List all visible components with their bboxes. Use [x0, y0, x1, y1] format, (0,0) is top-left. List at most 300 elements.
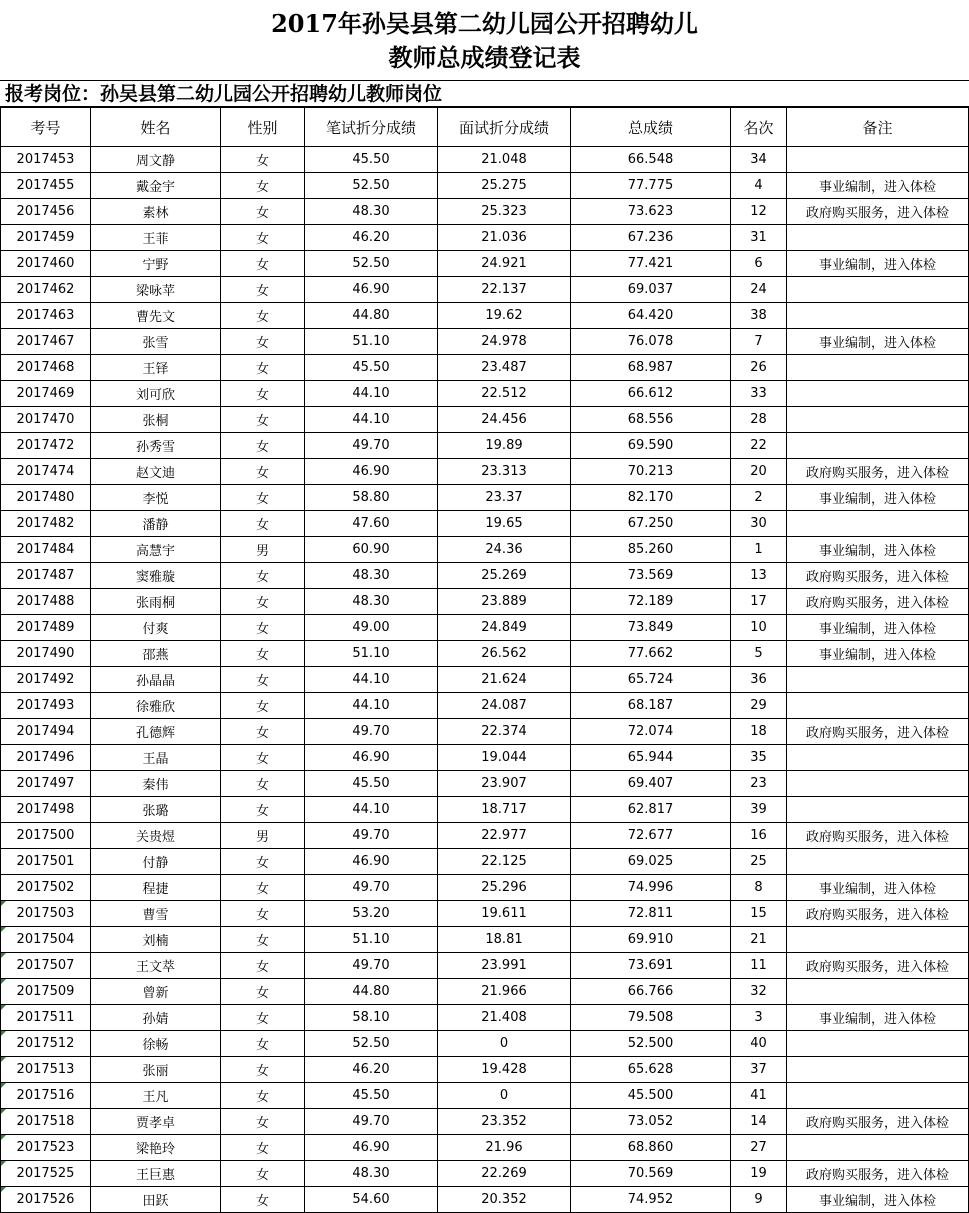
rank-cell: 8	[731, 875, 787, 901]
exam-id-text: 2017459	[16, 230, 75, 245]
total-score-cell: 69.910	[571, 927, 731, 953]
rank-cell: 19	[731, 1161, 787, 1187]
total-score-cell: 76.078	[571, 329, 731, 355]
name-cell: 李悦	[91, 485, 221, 511]
interview-score-cell: 24.087	[438, 693, 571, 719]
table-row	[1, 745, 969, 771]
sex-cell: 女	[221, 563, 305, 589]
sex-cell: 女	[221, 1005, 305, 1031]
total-score-cell: 73.052	[571, 1109, 731, 1135]
note-cell	[787, 849, 969, 875]
table-row	[1, 407, 969, 433]
name-cell: 张雨桐	[91, 589, 221, 615]
cell-comment-marker-icon	[1, 901, 6, 906]
name-cell: 徐畅	[91, 1031, 221, 1057]
note-cell: 政府购买服务，进入体检	[787, 589, 969, 615]
exam-id-cell	[1, 641, 91, 667]
exam-id-text: 2017503	[16, 906, 75, 921]
exam-id-text: 2017523	[16, 1140, 75, 1155]
table-row	[1, 1135, 969, 1161]
sex-cell: 女	[221, 745, 305, 771]
rank-cell: 31	[731, 225, 787, 251]
exam-id-text: 2017497	[16, 776, 75, 791]
interview-score-cell: 18.81	[438, 927, 571, 953]
exam-id-text: 2017474	[16, 464, 75, 479]
interview-score-cell: 0	[438, 1083, 571, 1109]
sex-cell: 女	[221, 277, 305, 303]
sex-cell: 女	[221, 771, 305, 797]
interview-score-cell: 24.36	[438, 537, 571, 563]
name-cell: 程捷	[91, 875, 221, 901]
rank-cell: 3	[731, 1005, 787, 1031]
exam-id-cell	[1, 277, 91, 303]
name-cell: 贾孝卓	[91, 1109, 221, 1135]
exam-id-text: 2017487	[16, 568, 75, 583]
exam-id-text: 2017492	[16, 672, 75, 687]
interview-score-cell: 24.978	[438, 329, 571, 355]
sex-cell: 女	[221, 797, 305, 823]
table-row	[1, 797, 969, 823]
total-score-cell: 74.996	[571, 875, 731, 901]
written-score-cell: 52.50	[305, 173, 438, 199]
written-score-cell: 48.30	[305, 199, 438, 225]
sex-cell: 女	[221, 199, 305, 225]
note-cell: 事业编制，进入体检	[787, 485, 969, 511]
sex-cell: 女	[221, 1083, 305, 1109]
exam-id-cell	[1, 563, 91, 589]
rank-cell: 16	[731, 823, 787, 849]
sex-cell: 女	[221, 1135, 305, 1161]
sex-cell: 女	[221, 953, 305, 979]
total-score-cell: 67.250	[571, 511, 731, 537]
interview-score-cell: 23.487	[438, 355, 571, 381]
rank-cell: 29	[731, 693, 787, 719]
written-score-cell: 51.10	[305, 927, 438, 953]
sex-cell: 女	[221, 589, 305, 615]
sex-cell: 女	[221, 927, 305, 953]
name-cell: 付爽	[91, 615, 221, 641]
sex-cell: 女	[221, 641, 305, 667]
exam-id-text: 2017507	[16, 958, 75, 973]
name-cell: 曾新	[91, 979, 221, 1005]
interview-score-cell: 22.125	[438, 849, 571, 875]
rank-cell: 1	[731, 537, 787, 563]
exam-id-cell	[1, 1135, 91, 1161]
exam-id-text: 2017512	[16, 1036, 75, 1051]
sex-cell: 女	[221, 667, 305, 693]
table-row	[1, 927, 969, 953]
exam-id-cell	[1, 1005, 91, 1031]
table-row	[1, 979, 969, 1005]
total-score-cell: 69.407	[571, 771, 731, 797]
exam-id-text: 2017462	[16, 282, 75, 297]
rank-cell: 22	[731, 433, 787, 459]
interview-score-cell: 22.269	[438, 1161, 571, 1187]
note-cell	[787, 303, 969, 329]
written-score-cell: 46.90	[305, 745, 438, 771]
written-score-cell: 44.10	[305, 407, 438, 433]
note-cell	[787, 433, 969, 459]
rank-cell: 5	[731, 641, 787, 667]
written-score-cell: 49.00	[305, 615, 438, 641]
interview-score-cell: 0	[438, 1031, 571, 1057]
sex-cell: 女	[221, 225, 305, 251]
written-score-cell: 46.90	[305, 277, 438, 303]
cell-comment-marker-icon	[1, 1057, 6, 1062]
sex-cell: 女	[221, 511, 305, 537]
name-cell: 宁野	[91, 251, 221, 277]
exam-id-cell	[1, 1161, 91, 1187]
interview-score-cell: 22.374	[438, 719, 571, 745]
name-cell: 付静	[91, 849, 221, 875]
exam-id-cell	[1, 823, 91, 849]
sex-cell: 女	[221, 485, 305, 511]
exam-id-cell	[1, 849, 91, 875]
table-row	[1, 563, 969, 589]
document-title	[0, 0, 969, 81]
sex-cell: 女	[221, 901, 305, 927]
interview-score-cell: 25.323	[438, 199, 571, 225]
name-cell: 张璐	[91, 797, 221, 823]
written-score-cell: 45.50	[305, 771, 438, 797]
table-row	[1, 693, 969, 719]
sex-cell: 女	[221, 355, 305, 381]
exam-id-cell	[1, 329, 91, 355]
written-score-cell: 49.70	[305, 823, 438, 849]
table-row	[1, 511, 969, 537]
exam-id-cell	[1, 199, 91, 225]
interview-score-cell: 21.96	[438, 1135, 571, 1161]
rank-cell: 20	[731, 459, 787, 485]
rank-cell: 28	[731, 407, 787, 433]
total-score-cell: 77.775	[571, 173, 731, 199]
name-cell: 关贵煜	[91, 823, 221, 849]
written-score-cell: 54.60	[305, 1187, 438, 1213]
exam-id-cell	[1, 1083, 91, 1109]
exam-id-cell	[1, 381, 91, 407]
sex-cell: 女	[221, 147, 305, 173]
written-score-cell: 45.50	[305, 1083, 438, 1109]
written-score-cell: 44.80	[305, 979, 438, 1005]
interview-score-cell: 25.275	[438, 173, 571, 199]
exam-id-cell	[1, 1109, 91, 1135]
rank-cell: 7	[731, 329, 787, 355]
note-cell	[787, 1057, 969, 1083]
header-cell: 面试折分成绩	[438, 108, 571, 147]
rank-cell: 11	[731, 953, 787, 979]
total-score-cell: 68.987	[571, 355, 731, 381]
note-cell: 政府购买服务，进入体检	[787, 901, 969, 927]
name-cell: 王菲	[91, 225, 221, 251]
total-score-cell: 72.811	[571, 901, 731, 927]
name-cell: 孙婧	[91, 1005, 221, 1031]
rank-cell: 6	[731, 251, 787, 277]
note-cell	[787, 1135, 969, 1161]
note-cell: 事业编制，进入体检	[787, 173, 969, 199]
total-score-cell: 69.590	[571, 433, 731, 459]
table-row	[1, 147, 969, 173]
rank-cell: 30	[731, 511, 787, 537]
header-cell: 备注	[787, 108, 969, 147]
written-score-cell: 60.90	[305, 537, 438, 563]
score-table	[0, 107, 969, 1213]
exam-id-text: 2017502	[16, 880, 75, 895]
exam-id-cell	[1, 979, 91, 1005]
sex-cell: 女	[221, 693, 305, 719]
note-cell	[787, 927, 969, 953]
exam-id-cell	[1, 875, 91, 901]
sex-cell: 女	[221, 1057, 305, 1083]
title-line-1: 2017年孙吴县第二幼儿园公开招聘幼儿	[271, 9, 698, 38]
table-row	[1, 459, 969, 485]
note-cell	[787, 355, 969, 381]
cell-comment-marker-icon	[1, 1135, 6, 1140]
note-cell	[787, 277, 969, 303]
name-cell: 曹先文	[91, 303, 221, 329]
name-cell: 周文静	[91, 147, 221, 173]
header-cell: 性别	[221, 108, 305, 147]
rank-cell: 39	[731, 797, 787, 823]
rank-cell: 9	[731, 1187, 787, 1213]
note-cell	[787, 407, 969, 433]
name-cell: 张雪	[91, 329, 221, 355]
cell-comment-marker-icon	[1, 1161, 6, 1166]
table-row	[1, 485, 969, 511]
written-score-cell: 46.90	[305, 1135, 438, 1161]
total-score-cell: 82.170	[571, 485, 731, 511]
exam-id-text: 2017498	[16, 802, 75, 817]
note-cell	[787, 225, 969, 251]
written-score-cell: 44.10	[305, 693, 438, 719]
name-cell: 高慧宇	[91, 537, 221, 563]
exam-id-cell	[1, 1031, 91, 1057]
header-cell: 总成绩	[571, 108, 731, 147]
table-row	[1, 381, 969, 407]
total-score-cell: 73.623	[571, 199, 731, 225]
cell-comment-marker-icon	[1, 1031, 6, 1036]
title-line-2: 教师总成绩登记表	[388, 43, 581, 72]
name-cell: 王凡	[91, 1083, 221, 1109]
exam-id-cell	[1, 511, 91, 537]
note-cell: 政府购买服务，进入体检	[787, 459, 969, 485]
written-score-cell: 45.50	[305, 147, 438, 173]
table-row	[1, 771, 969, 797]
note-cell: 事业编制，进入体检	[787, 875, 969, 901]
name-cell: 田跃	[91, 1187, 221, 1213]
total-score-cell: 65.724	[571, 667, 731, 693]
written-score-cell: 46.20	[305, 225, 438, 251]
note-cell	[787, 797, 969, 823]
total-score-cell: 77.662	[571, 641, 731, 667]
written-score-cell: 51.10	[305, 329, 438, 355]
total-score-cell: 70.569	[571, 1161, 731, 1187]
note-cell	[787, 381, 969, 407]
total-score-cell: 45.500	[571, 1083, 731, 1109]
exam-id-cell	[1, 745, 91, 771]
table-row	[1, 225, 969, 251]
name-cell: 王巨惠	[91, 1161, 221, 1187]
total-score-cell: 68.860	[571, 1135, 731, 1161]
rank-cell: 36	[731, 667, 787, 693]
written-score-cell: 53.20	[305, 901, 438, 927]
table-row	[1, 1109, 969, 1135]
rank-cell: 41	[731, 1083, 787, 1109]
exam-id-cell	[1, 1187, 91, 1213]
rank-cell: 13	[731, 563, 787, 589]
header-cell: 考号	[1, 108, 91, 147]
exam-id-text: 2017467	[16, 334, 75, 349]
name-cell: 邵燕	[91, 641, 221, 667]
total-score-cell: 67.236	[571, 225, 731, 251]
exam-id-text: 2017494	[16, 724, 75, 739]
interview-score-cell: 21.966	[438, 979, 571, 1005]
written-score-cell: 58.10	[305, 1005, 438, 1031]
exam-id-cell	[1, 459, 91, 485]
total-score-cell: 73.691	[571, 953, 731, 979]
sex-cell: 女	[221, 173, 305, 199]
cell-comment-marker-icon	[1, 1109, 6, 1114]
table-row	[1, 875, 969, 901]
name-cell: 孙秀雪	[91, 433, 221, 459]
exam-id-cell	[1, 693, 91, 719]
note-cell	[787, 667, 969, 693]
total-score-cell: 85.260	[571, 537, 731, 563]
rank-cell: 26	[731, 355, 787, 381]
table-row	[1, 173, 969, 199]
exam-id-text: 2017525	[16, 1166, 75, 1181]
exam-id-cell	[1, 225, 91, 251]
exam-id-text: 2017513	[16, 1062, 75, 1077]
interview-score-cell: 19.89	[438, 433, 571, 459]
note-cell: 事业编制，进入体检	[787, 329, 969, 355]
interview-score-cell: 21.036	[438, 225, 571, 251]
written-score-cell: 46.20	[305, 1057, 438, 1083]
header-row	[1, 108, 969, 147]
total-score-cell: 69.037	[571, 277, 731, 303]
interview-score-cell: 20.352	[438, 1187, 571, 1213]
sex-cell: 男	[221, 537, 305, 563]
exam-id-cell	[1, 1057, 91, 1083]
note-cell: 政府购买服务，进入体检	[787, 1161, 969, 1187]
total-score-cell: 66.766	[571, 979, 731, 1005]
total-score-cell: 72.074	[571, 719, 731, 745]
note-cell	[787, 979, 969, 1005]
sex-cell: 女	[221, 251, 305, 277]
exam-id-text: 2017455	[16, 178, 75, 193]
sex-cell: 女	[221, 433, 305, 459]
written-score-cell: 44.10	[305, 381, 438, 407]
note-cell	[787, 745, 969, 771]
total-score-cell: 70.213	[571, 459, 731, 485]
note-cell: 事业编制，进入体检	[787, 1187, 969, 1213]
exam-id-text: 2017490	[16, 646, 75, 661]
exam-id-cell	[1, 251, 91, 277]
rank-cell: 27	[731, 1135, 787, 1161]
table-row	[1, 1005, 969, 1031]
total-score-cell: 73.849	[571, 615, 731, 641]
exam-id-text: 2017496	[16, 750, 75, 765]
sex-cell: 女	[221, 615, 305, 641]
total-score-cell: 74.952	[571, 1187, 731, 1213]
sex-cell: 女	[221, 303, 305, 329]
name-cell: 窦雅璇	[91, 563, 221, 589]
rank-cell: 32	[731, 979, 787, 1005]
written-score-cell: 52.50	[305, 1031, 438, 1057]
note-cell: 事业编制，进入体检	[787, 251, 969, 277]
exam-id-text: 2017504	[16, 932, 75, 947]
sex-cell: 女	[221, 329, 305, 355]
interview-score-cell: 19.62	[438, 303, 571, 329]
table-row	[1, 199, 969, 225]
table-row	[1, 1187, 969, 1213]
cell-comment-marker-icon	[1, 979, 6, 984]
name-cell: 素林	[91, 199, 221, 225]
exam-id-cell	[1, 927, 91, 953]
table-row	[1, 823, 969, 849]
table-row	[1, 355, 969, 381]
table-row	[1, 1057, 969, 1083]
name-cell: 王铎	[91, 355, 221, 381]
total-score-cell: 68.556	[571, 407, 731, 433]
interview-score-cell: 18.717	[438, 797, 571, 823]
table-row	[1, 615, 969, 641]
table-row	[1, 433, 969, 459]
exam-id-text: 2017500	[16, 828, 75, 843]
name-cell: 梁艳玲	[91, 1135, 221, 1161]
exam-id-cell	[1, 771, 91, 797]
written-score-cell: 48.30	[305, 1161, 438, 1187]
written-score-cell: 44.80	[305, 303, 438, 329]
cell-comment-marker-icon	[1, 1083, 6, 1088]
interview-score-cell: 25.296	[438, 875, 571, 901]
exam-id-text: 2017472	[16, 438, 75, 453]
interview-score-cell: 23.889	[438, 589, 571, 615]
name-cell: 刘楠	[91, 927, 221, 953]
written-score-cell: 46.90	[305, 459, 438, 485]
total-score-cell: 66.548	[571, 147, 731, 173]
note-cell	[787, 1031, 969, 1057]
rank-cell: 40	[731, 1031, 787, 1057]
exam-id-cell	[1, 173, 91, 199]
interview-score-cell: 21.624	[438, 667, 571, 693]
interview-score-cell: 23.313	[438, 459, 571, 485]
exam-id-text: 2017482	[16, 516, 75, 531]
note-cell	[787, 693, 969, 719]
note-cell: 事业编制，进入体检	[787, 615, 969, 641]
written-score-cell: 58.80	[305, 485, 438, 511]
written-score-cell: 45.50	[305, 355, 438, 381]
written-score-cell: 49.70	[305, 433, 438, 459]
rank-cell: 21	[731, 927, 787, 953]
note-cell: 事业编制，进入体检	[787, 1005, 969, 1031]
exam-id-text: 2017509	[16, 984, 75, 999]
sex-cell: 女	[221, 381, 305, 407]
note-cell: 政府购买服务，进入体检	[787, 823, 969, 849]
note-cell	[787, 1083, 969, 1109]
name-cell: 张桐	[91, 407, 221, 433]
exam-id-cell	[1, 433, 91, 459]
table-row	[1, 251, 969, 277]
exam-id-text: 2017501	[16, 854, 75, 869]
table-row	[1, 901, 969, 927]
exam-id-cell	[1, 407, 91, 433]
table-body	[1, 147, 969, 1213]
sex-cell: 男	[221, 823, 305, 849]
note-cell: 政府购买服务，进入体检	[787, 1109, 969, 1135]
interview-score-cell: 24.849	[438, 615, 571, 641]
total-score-cell: 77.421	[571, 251, 731, 277]
sex-cell: 女	[221, 719, 305, 745]
